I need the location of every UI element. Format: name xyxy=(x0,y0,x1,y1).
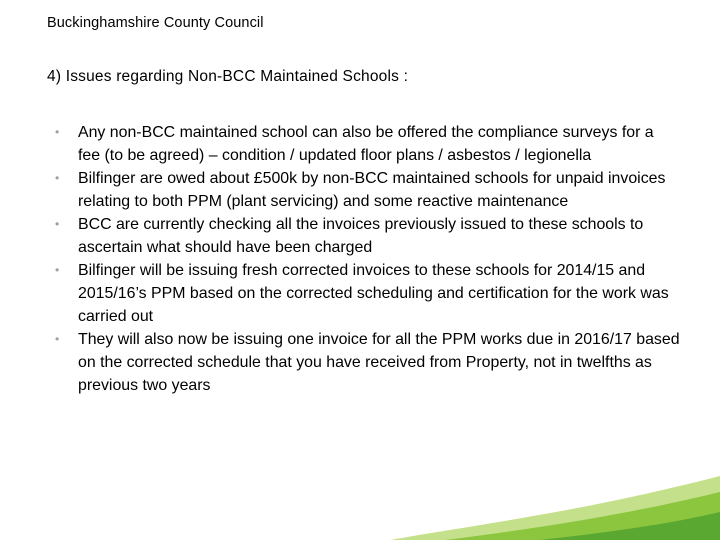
bullet-icon: • xyxy=(55,125,60,139)
bullet-text: They will also now be issuing one invoice for all the PPM works due in 2016/17 based on the corrected schedule that you have received from Property, not in twelfths as previous two years xyxy=(78,331,680,394)
bullet-item xyxy=(55,328,680,397)
bullet-text: Bilfinger are owed about £500k by non-BCC maintained schools for unpaid invoices relating to both PPM (plant servicing) and some reactive maintenance xyxy=(78,170,666,210)
slide-title: 4) Issues regarding Non-BCC Maintained Schools : xyxy=(47,68,409,85)
bullet-text: Bilfinger will be issuing fresh corrected invoices to these schools for 2014/15 and 2015/16’s PPM based on the corrected scheduling and certification for the work was carried out xyxy=(78,262,669,325)
bullet-item xyxy=(55,121,680,167)
organization-name: Buckinghamshire County Council xyxy=(47,15,264,31)
bullet-item xyxy=(55,213,680,259)
bullet-icon: • xyxy=(55,263,60,277)
bullet-icon: • xyxy=(55,217,60,231)
bullet-icon: • xyxy=(55,171,60,185)
decorative-green-waves xyxy=(390,470,720,540)
bullet-text: BCC are currently checking all the invoices previously issued to these schools to ascertain what should have been charged xyxy=(78,216,644,256)
bullet-item xyxy=(55,259,680,328)
bullet-list xyxy=(55,121,695,397)
bullet-item xyxy=(55,167,680,213)
bullet-text: Any non-BCC maintained school can also be offered the compliance surveys for a fee (to be agreed) – condition / updated floor plans / asbestos / legionella xyxy=(78,124,654,164)
bullet-icon: • xyxy=(55,332,60,346)
